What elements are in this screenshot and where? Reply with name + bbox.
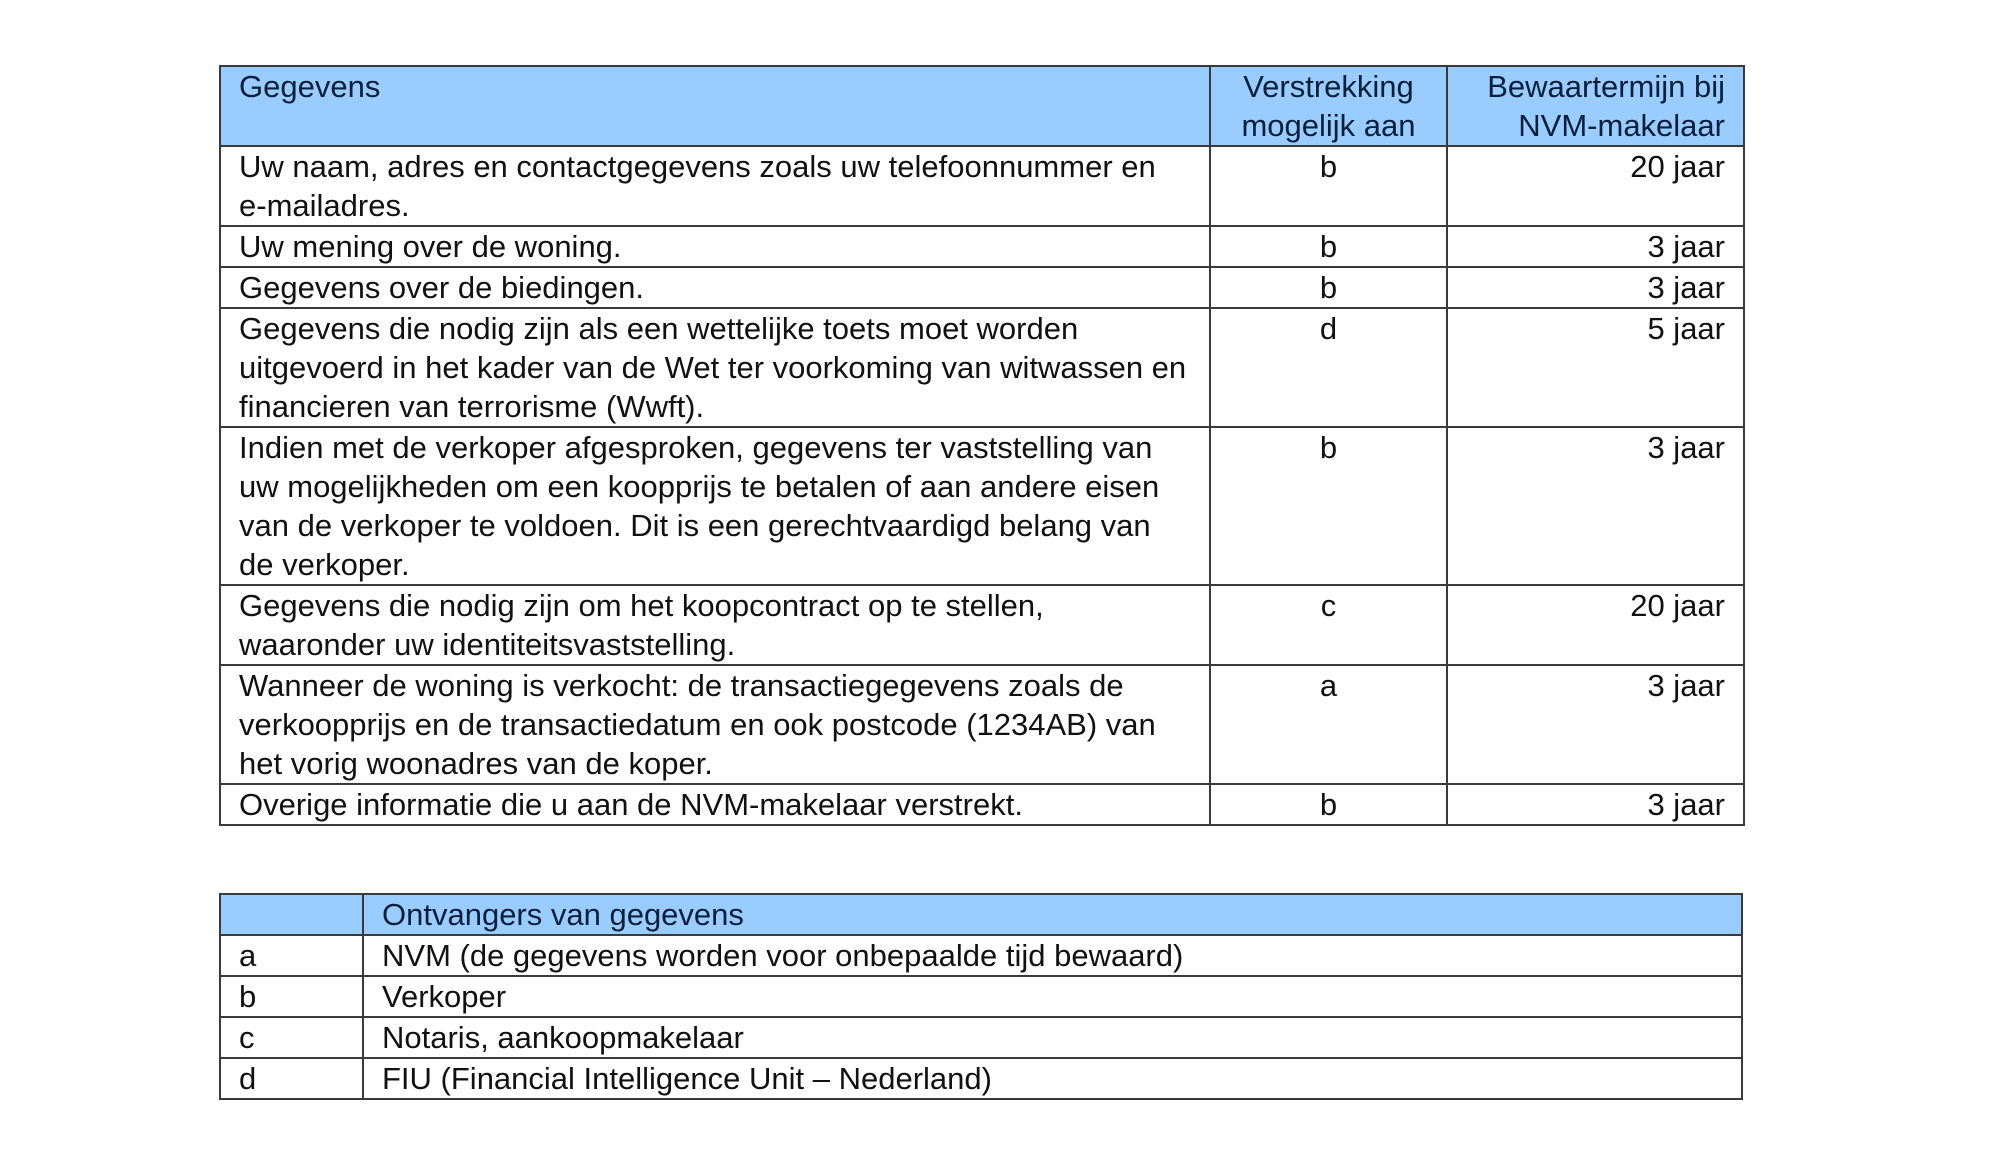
data-retention-table xyxy=(219,65,1745,826)
cell-gegevens: Gegevens die nodig zijn om het koopcontract op te stellen, waaronder uw identiteitsvaststelling. xyxy=(220,585,1210,665)
cell-bewaartermijn: 3 jaar xyxy=(1447,427,1744,585)
cell-verstrekking: b xyxy=(1210,427,1447,585)
cell-gegevens: Uw naam, adres en contactgegevens zoals uw telefoonnummer en e-mailadres. xyxy=(220,146,1210,226)
cell-gegevens: Gegevens die nodig zijn als een wettelijke toets moet worden uitgevoerd in het kader van de Wet ter voorkoming van witwassen en financieren van terrorisme (Wwft). xyxy=(220,308,1210,427)
table-row xyxy=(220,784,1744,825)
cell-verstrekking: b xyxy=(1210,146,1447,226)
header-verstrekking: Verstrekking mogelijk aan xyxy=(1210,66,1447,146)
cell-gegevens: Gegevens over de biedingen. xyxy=(220,267,1210,308)
table-row xyxy=(220,427,1744,585)
cell-key: b xyxy=(220,976,363,1017)
table-row xyxy=(220,1017,1742,1058)
cell-ontvanger: NVM (de gegevens worden voor onbepaalde tijd bewaard) xyxy=(363,935,1742,976)
table-header-row xyxy=(220,894,1742,935)
cell-key: a xyxy=(220,935,363,976)
cell-verstrekking: b xyxy=(1210,226,1447,267)
cell-bewaartermijn: 3 jaar xyxy=(1447,226,1744,267)
cell-bewaartermijn: 3 jaar xyxy=(1447,665,1744,784)
table-row xyxy=(220,935,1742,976)
cell-verstrekking: b xyxy=(1210,267,1447,308)
cell-key: c xyxy=(220,1017,363,1058)
cell-bewaartermijn: 3 jaar xyxy=(1447,267,1744,308)
header-ontvangers: Ontvangers van gegevens xyxy=(363,894,1742,935)
cell-verstrekking: b xyxy=(1210,784,1447,825)
cell-bewaartermijn: 20 jaar xyxy=(1447,585,1744,665)
table-row xyxy=(220,976,1742,1017)
cell-verstrekking: c xyxy=(1210,585,1447,665)
cell-ontvanger: Notaris, aankoopmakelaar xyxy=(363,1017,1742,1058)
cell-bewaartermijn: 20 jaar xyxy=(1447,146,1744,226)
cell-gegevens: Uw mening over de woning. xyxy=(220,226,1210,267)
cell-gegevens: Overige informatie die u aan de NVM-makelaar verstrekt. xyxy=(220,784,1210,825)
cell-bewaartermijn: 5 jaar xyxy=(1447,308,1744,427)
cell-gegevens: Indien met de verkoper afgesproken, gegevens ter vaststelling van uw mogelijkheden om een koopprijs te betalen of aan andere eisen van de verkoper te voldoen. Dit is een gerechtvaardigd belang van de verkoper. xyxy=(220,427,1210,585)
header-gegevens: Gegevens xyxy=(220,66,1210,146)
cell-verstrekking: d xyxy=(1210,308,1447,427)
cell-bewaartermijn: 3 jaar xyxy=(1447,784,1744,825)
header-key xyxy=(220,894,363,935)
table-row xyxy=(220,308,1744,427)
recipients-table xyxy=(219,893,1743,1100)
table-row xyxy=(220,226,1744,267)
cell-key: d xyxy=(220,1058,363,1099)
cell-verstrekking: a xyxy=(1210,665,1447,784)
table-row xyxy=(220,585,1744,665)
cell-ontvanger: FIU (Financial Intelligence Unit – Nederland) xyxy=(363,1058,1742,1099)
cell-gegevens: Wanneer de woning is verkocht: de transactiegegevens zoals de verkoopprijs en de transactiedatum en ook postcode (1234AB) van het vorig woonadres van de koper. xyxy=(220,665,1210,784)
header-bewaartermijn: Bewaartermijn bij NVM-makelaar xyxy=(1447,66,1744,146)
table-row xyxy=(220,1058,1742,1099)
table-row xyxy=(220,665,1744,784)
table-header-row xyxy=(220,66,1744,146)
table-row xyxy=(220,146,1744,226)
cell-ontvanger: Verkoper xyxy=(363,976,1742,1017)
table-row xyxy=(220,267,1744,308)
